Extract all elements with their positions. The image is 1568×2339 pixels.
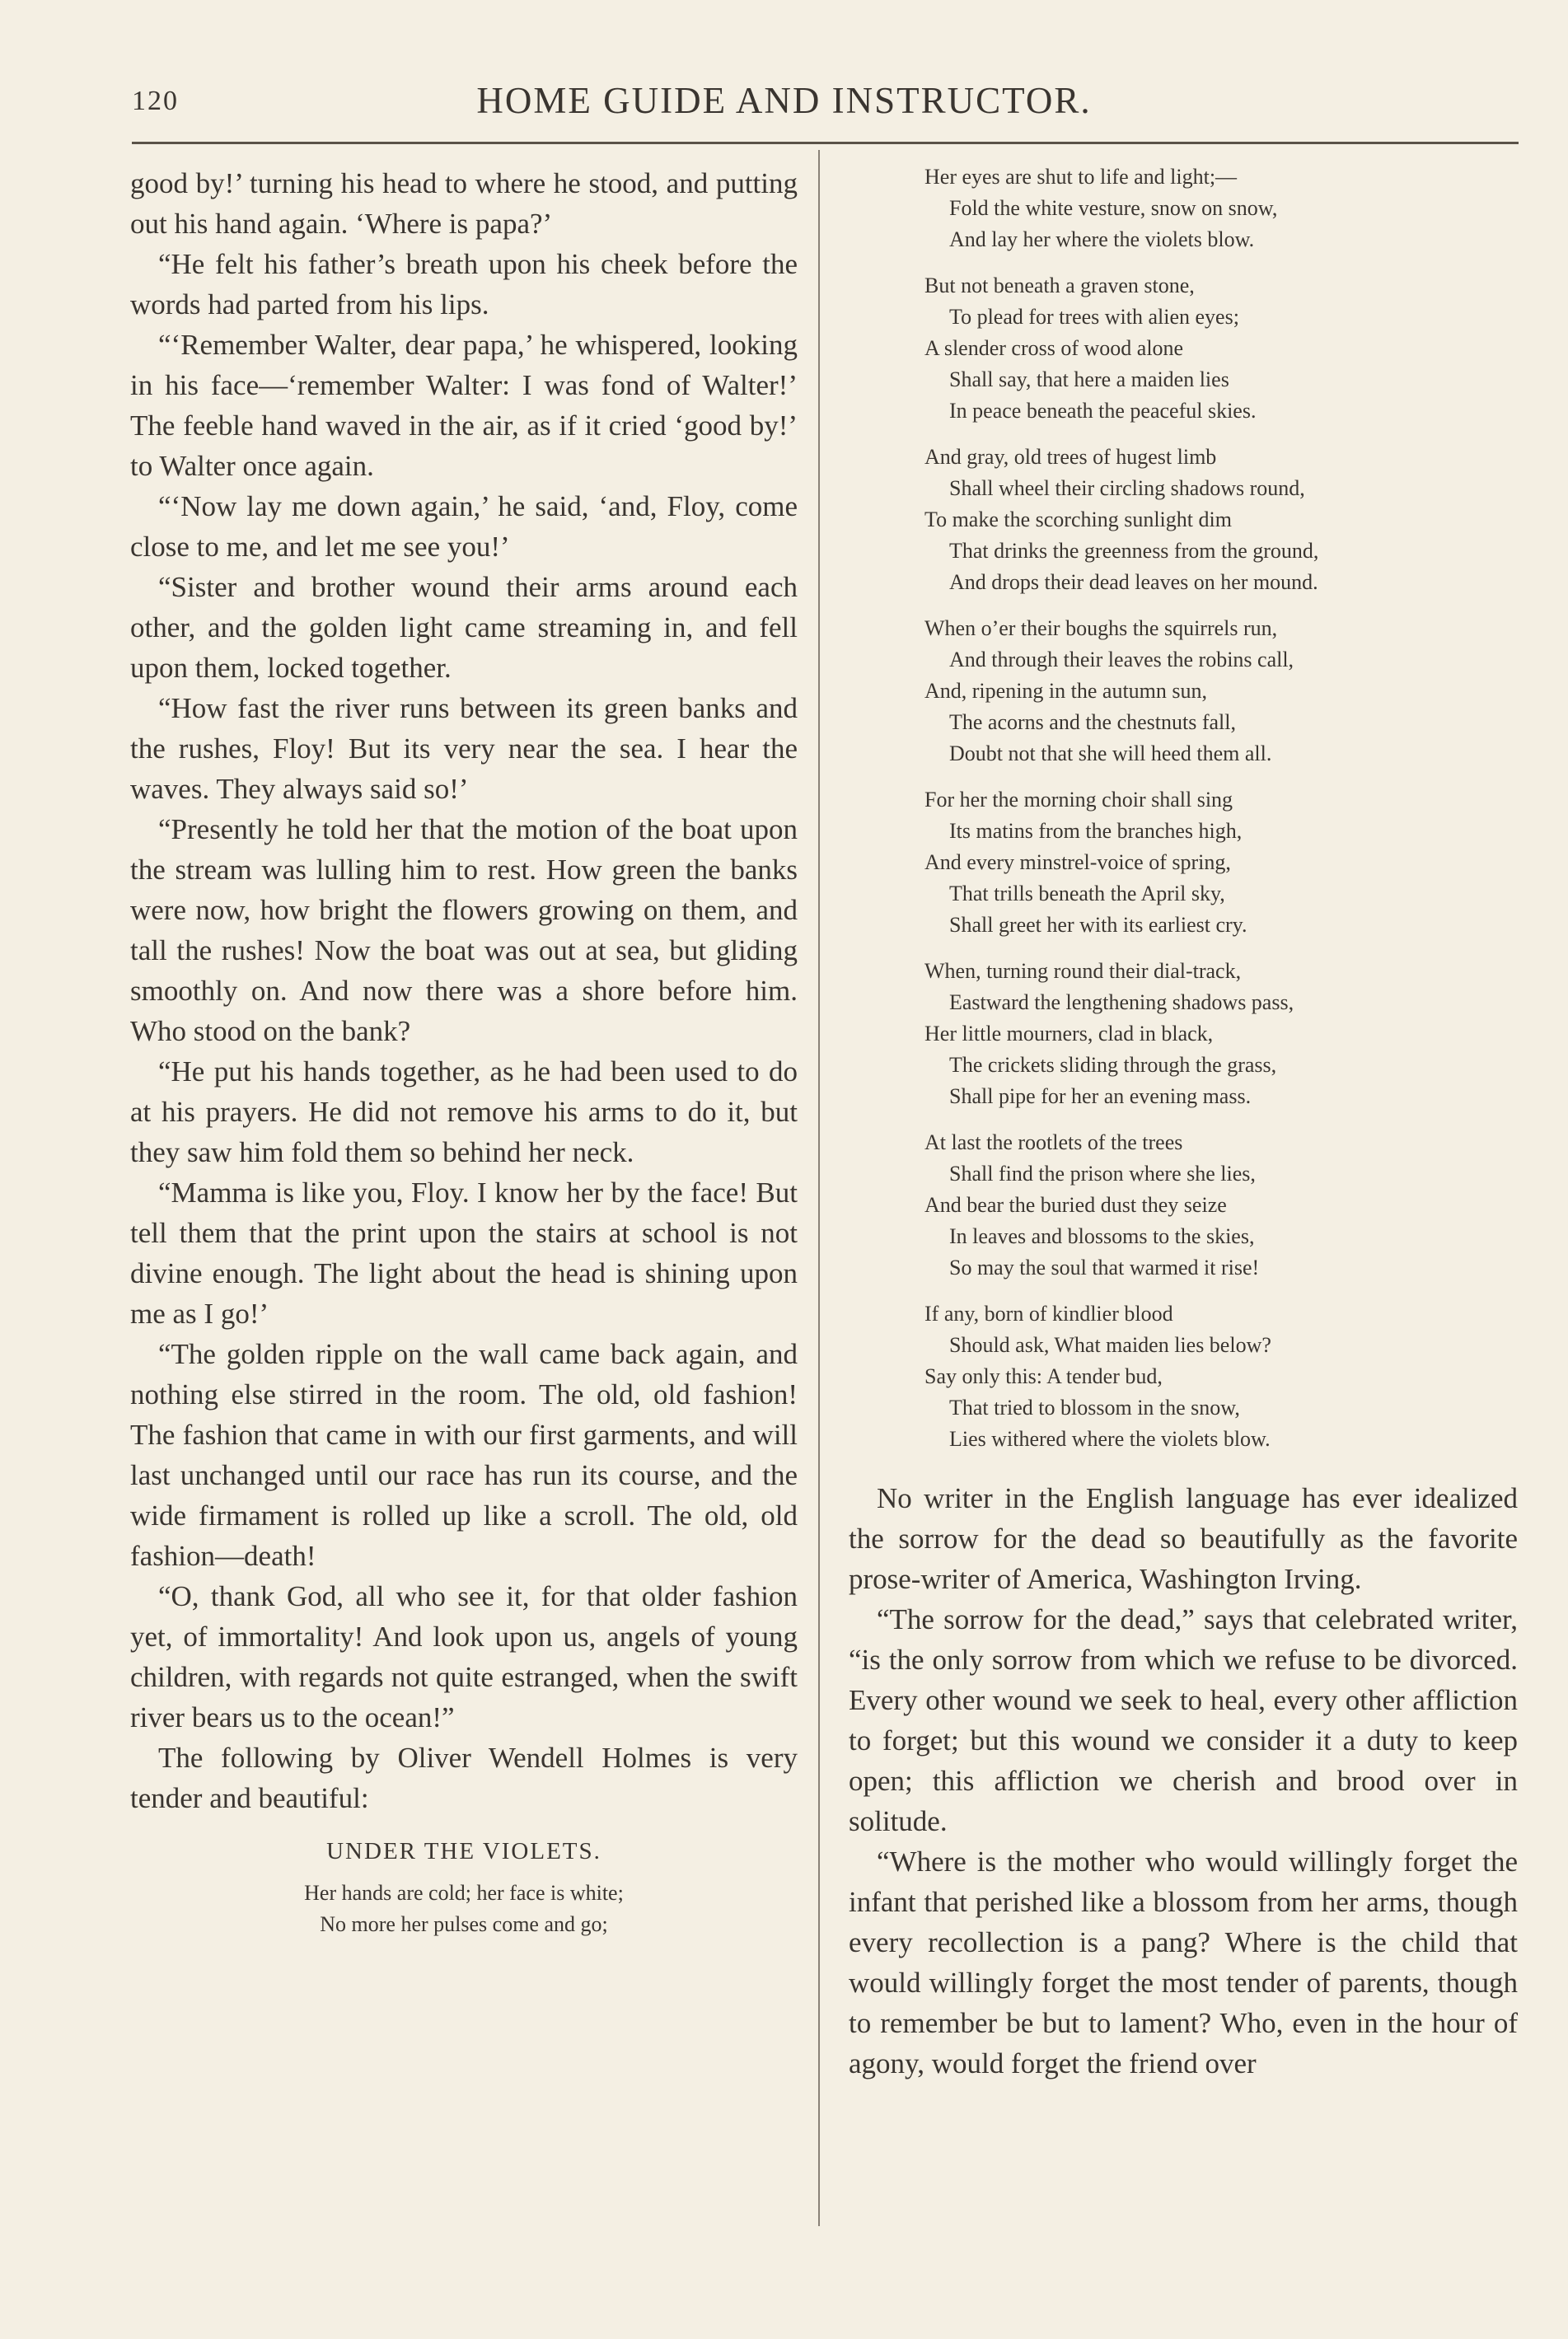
poem-line: The acorns and the chestnuts fall,: [949, 710, 1236, 734]
poem-line: So may the soul that warmed it rise!: [949, 1256, 1260, 1279]
running-title: HOME GUIDE AND INSTRUCTOR.: [476, 80, 1092, 121]
poem-line: For her the morning choir shall sing: [924, 788, 1233, 812]
poem-line: A slender cross of wood alone: [924, 336, 1184, 360]
poem-line: To make the scorching sunlight dim: [924, 508, 1232, 531]
poem-stanza: [924, 784, 1518, 941]
poem-line: If any, born of kindlier blood: [924, 1302, 1173, 1326]
poem-line: Her eyes are shut to life and light;—: [924, 165, 1238, 189]
poem-title: UNDER THE VIOLETS.: [326, 1838, 601, 1864]
poem-line: Lies withered where the violets blow.: [949, 1427, 1271, 1451]
poem-line: When, turning round their dial-track,: [924, 959, 1242, 983]
poem-line: And, ripening in the autumn sun,: [924, 679, 1208, 703]
poem-line: And drops their dead leaves on her mound.: [949, 570, 1318, 594]
paragraph: “Presently he told her that the motion of the boat upon the stream was lulling him to rest. How green the banks were now, how bright the flowers growing on them, and tall the rushes! Now the boat was out at sea, but gliding smoothly on. And now there was a shore before him. Who stood on the bank?: [130, 813, 798, 1047]
poem-line: Eastward the lengthening shadows pass,: [949, 990, 1294, 1014]
poem-line: And bear the buried dust they seize: [924, 1193, 1227, 1217]
poem-stanza: [924, 442, 1518, 598]
poem-line: And lay her where the violets blow.: [949, 227, 1255, 251]
poem-line: At last the rootlets of the trees: [924, 1130, 1183, 1154]
poem-continuation: [849, 161, 1518, 1455]
poem-line: Shall say, that here a maiden lies: [949, 367, 1229, 391]
poem-line: In peace beneath the peaceful skies.: [949, 399, 1257, 423]
poem-line: And gray, old trees of hugest limb: [924, 445, 1217, 469]
poem-line: And every minstrel-voice of spring,: [924, 850, 1231, 874]
poem-line: When o’er their boughs the squirrels run,: [924, 616, 1278, 640]
poem-line: Her hands are cold; her face is white;: [304, 1881, 624, 1905]
paragraph: No writer in the English language has ever idealized the sorrow for the dead so beautifully as the favorite prose-writer of America, Washington Irving.: [849, 1482, 1518, 1595]
poem-line: The crickets sliding through the grass,: [949, 1053, 1277, 1077]
paragraph: “Mamma is like you, Floy. I know her by the face! But tell them that the print upon the stairs at school is not divine enough. The light about the head is shining upon me as I go!’: [130, 1177, 798, 1330]
poem-stanza: [924, 613, 1518, 770]
paragraph: “‘Remember Walter, dear papa,’ he whispered, looking in his face—‘remember Walter: I was fond of Walter!’ The feeble hand waved in the air, as if it cried ‘good by!’ to Walter once again.: [130, 329, 798, 482]
poem-line: Her little mourners, clad in black,: [924, 1022, 1214, 1046]
paragraph: “The sorrow for the dead,” says that celebrated writer, “is the only sorrow from which we refuse to be divorced. Every other wound we seek to heal, every other affliction to forget; but this wound we consider it a duty to keep open; this affliction we cherish and brood over in solitude.: [849, 1603, 1518, 1837]
poem-line: Shall greet her with its earliest cry.: [949, 913, 1247, 937]
page-header: [0, 79, 1568, 129]
paragraph: “The golden ripple on the wall came back again, and nothing else stirred in the room. The old, old fashion! The fashion that came in with our first garments, and will last unchanged until our race has run its course, and the wide firmament is rolled up like a scroll. The old, old fashion—death!: [130, 1338, 798, 1572]
left-prose: [130, 163, 798, 1818]
poem-line: That trills beneath the April sky,: [949, 882, 1225, 905]
poem-line: Shall wheel their circling shadows round,: [949, 476, 1305, 500]
paragraph: The following by Oliver Wendell Holmes is very tender and beautiful:: [130, 1742, 798, 1814]
paragraph: “‘Now lay me down again,’ he said, ‘and, Floy, come close to me, and let me see you!’: [130, 490, 798, 563]
poem-stanza: [924, 270, 1518, 427]
right-prose: [849, 1478, 1518, 2084]
poem-line: No more her pulses come and go;: [320, 1912, 608, 1936]
poem-line: Shall find the prison where she lies,: [949, 1162, 1256, 1186]
poem-stanza: [924, 161, 1518, 255]
page-number: 120: [132, 86, 179, 116]
poem-line: But not beneath a graven stone,: [924, 274, 1195, 297]
paragraph: “Where is the mother who would willingly forget the infant that perished like a blossom from her arms, though every recollection is a pang? Where is the child that would willingly forget the most tender of parents, though to remember be but to lament? Who, even in the hour of agony, would forget the friend over: [849, 1845, 1518, 2079]
poem-line: To plead for trees with alien eyes;: [949, 305, 1239, 329]
poem-line: Fold the white vesture, snow on snow,: [949, 196, 1278, 220]
poem-line: That drinks the greenness from the ground,: [949, 539, 1319, 563]
right-column: [849, 161, 1518, 2084]
poem-line: Say only this: A tender bud,: [924, 1364, 1163, 1388]
paragraph: “Sister and brother wound their arms around each other, and the golden light came streaming in, and fell upon them, locked together.: [130, 571, 798, 684]
poem-line: In leaves and blossoms to the skies,: [949, 1224, 1255, 1248]
header-rule: [132, 142, 1519, 144]
poem-line: Its matins from the branches high,: [949, 819, 1243, 843]
paragraph: “He felt his father’s breath upon his cheek before the words had parted from his lips.: [130, 248, 798, 320]
column-divider: [818, 150, 820, 2226]
poem-line: That tried to blossom in the snow,: [949, 1396, 1240, 1420]
paragraph: “O, thank God, all who see it, for that older fashion yet, of immortality! And look upon us, angels of young children, with regards not quite estranged, when the swift river bears us to the ocean!”: [130, 1580, 798, 1733]
poem-stanza: [924, 1127, 1518, 1284]
poem-stanza: [924, 956, 1518, 1112]
poem-line: And through their leaves the robins call,: [949, 648, 1294, 671]
poem-line: Should ask, What maiden lies below?: [949, 1333, 1271, 1357]
poem-line: Doubt not that she will heed them all.: [949, 741, 1272, 765]
paragraph: “How fast the river runs between its green banks and the rushes, Floy! But its very near the sea. I hear the waves. They always said so!’: [130, 692, 798, 805]
paragraph: good by!’ turning his head to where he stood, and putting out his hand again. ‘Where is papa?’: [130, 167, 798, 240]
poem-stanza: [924, 1298, 1518, 1455]
poem-line: Shall pipe for her an evening mass.: [949, 1084, 1252, 1108]
poem-opening: [130, 1878, 798, 1940]
left-column: [130, 163, 798, 1940]
paragraph: “He put his hands together, as he had been used to do at his prayers. He did not remove his arms to do it, but they saw him fold them so behind her neck.: [130, 1055, 798, 1168]
